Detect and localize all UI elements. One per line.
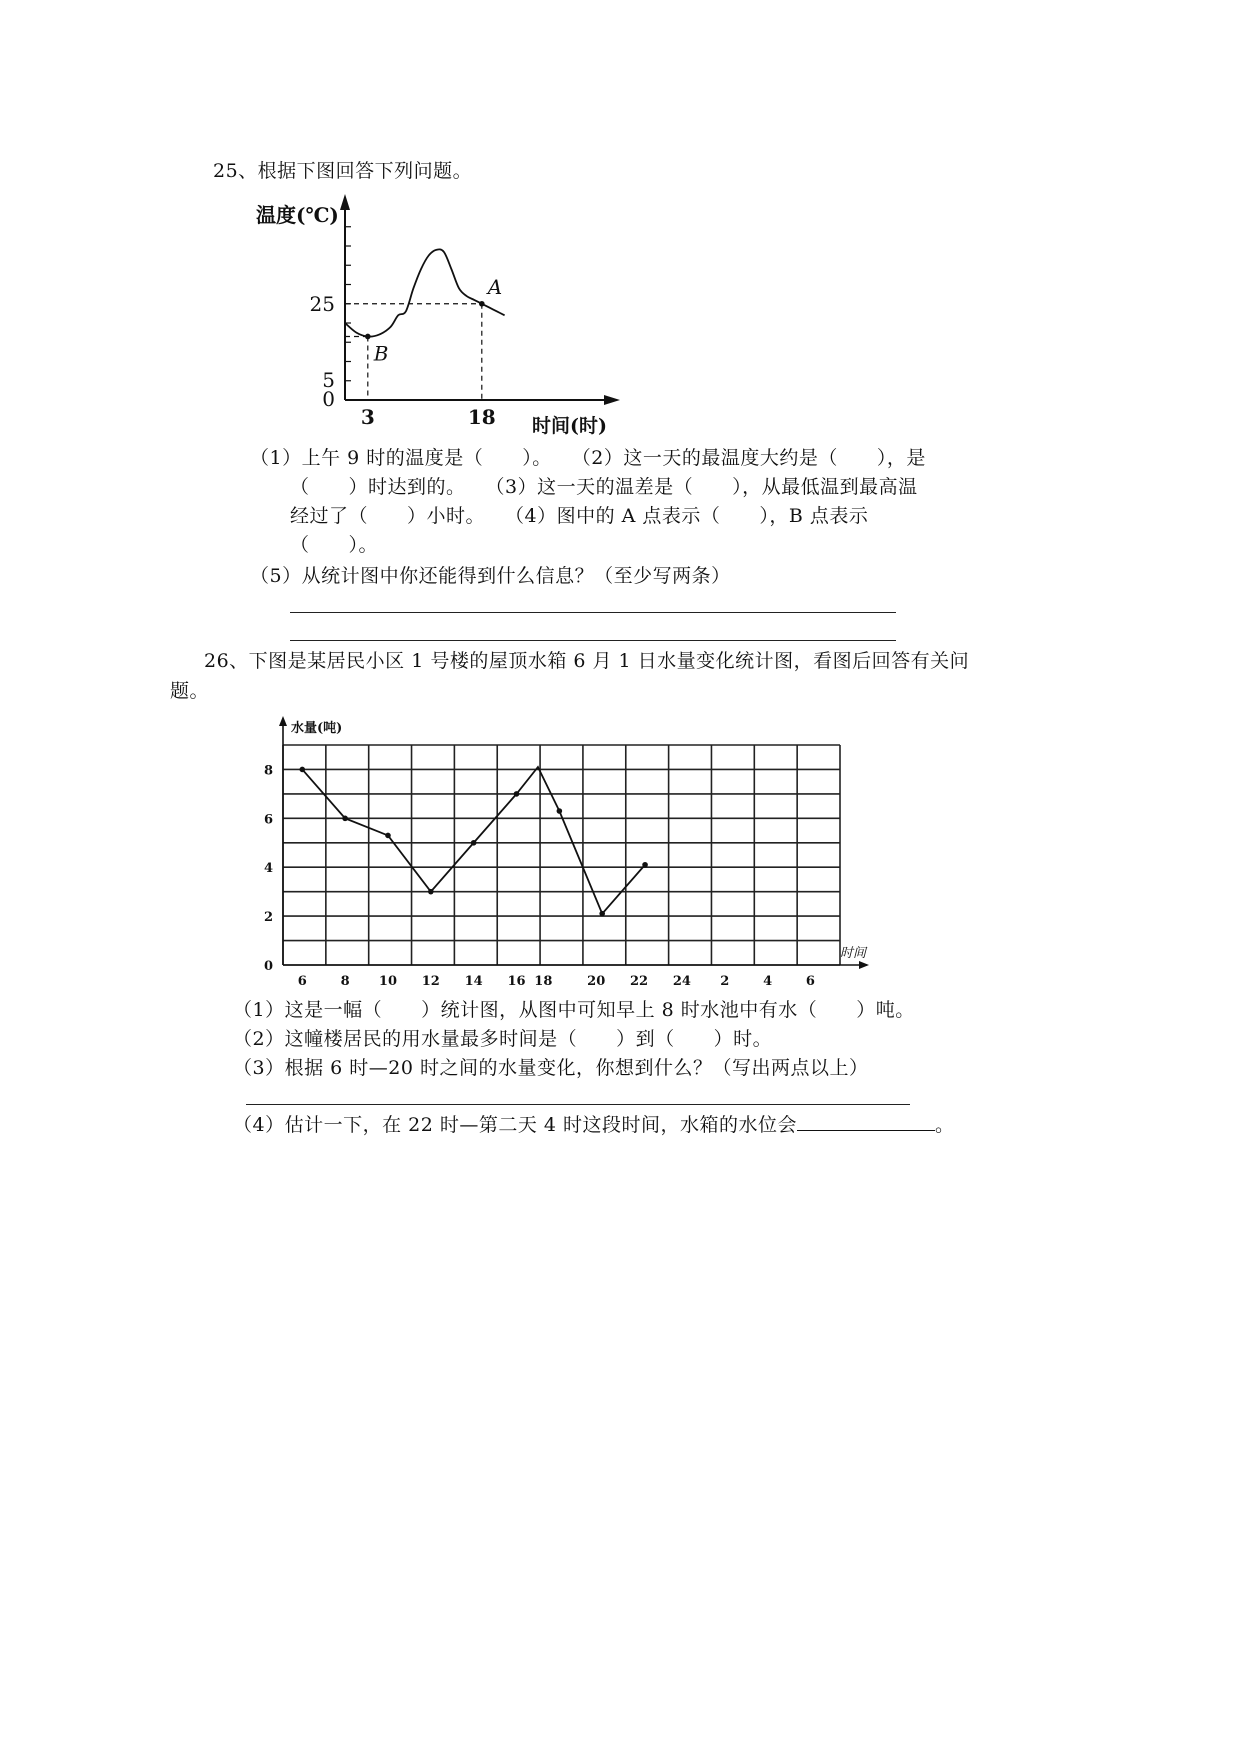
- answer-line-1[interactable]: [290, 612, 896, 613]
- q26-line1: （1）这是一幅（ ）统计图，从图中可知早上 8 时水池中有水（ ）吨。: [233, 999, 915, 1021]
- y-tick-label: 0: [263, 959, 273, 974]
- y-axis-label: 温度(℃): [256, 203, 339, 227]
- q25-line2: （ ）时达到的。 （3）这一天的温差是（ ），从最低温到最高温: [290, 476, 918, 498]
- point-a-label: A: [487, 274, 503, 299]
- answer-line-2[interactable]: [290, 640, 896, 641]
- x-axis-arrow: [604, 395, 620, 405]
- data-point: [599, 911, 605, 917]
- x-tick-label: 3: [360, 405, 375, 429]
- y-axis-label: 水量(吨): [291, 721, 343, 736]
- y-axis-arrow: [340, 194, 350, 210]
- water-chart: [255, 712, 875, 987]
- q26-line4: （4）估计一下，在 22 时—第二天 4 时这段时间，水箱的水位会: [233, 1114, 798, 1136]
- x-tick-label: 8: [340, 974, 350, 987]
- answer-line-3[interactable]: [246, 1104, 910, 1105]
- x-tick-label: 10: [378, 974, 398, 987]
- data-point: [471, 840, 477, 846]
- y-tick-label: 8: [263, 763, 273, 779]
- y-tick-label: 4: [263, 861, 273, 877]
- temperature-curve: [345, 249, 505, 336]
- data-point: [514, 791, 520, 797]
- y-axis-arrow: [279, 716, 287, 726]
- x-tick-label: 16: [507, 974, 526, 987]
- data-point: [642, 862, 648, 868]
- x-tick-label: 4: [763, 974, 773, 987]
- temperature-chart: [250, 190, 670, 440]
- q25-line3: 经过了（ ）小时。 （4）图中的 A 点表示（ ），B 点表示: [290, 505, 869, 527]
- x-tick-label: 14: [464, 974, 483, 987]
- x-tick-label: 20: [587, 974, 606, 987]
- q26-line2: （2）这幢楼居民的用水量最多时间是（ ）到（ ）时。: [233, 1028, 773, 1050]
- x-tick-label: 2: [720, 974, 730, 987]
- q25-line4: （ ）。: [290, 534, 379, 556]
- q25-line1: （1）上午 9 时的温度是（ ）。 （2）这一天的最温度大约是（ ），是: [250, 447, 926, 469]
- data-point: [428, 889, 434, 895]
- y-tick-label: 2: [263, 910, 273, 926]
- x-tick-label: 22: [630, 974, 649, 987]
- y-tick-label: 5: [322, 367, 335, 392]
- x-tick-label: 18: [534, 974, 553, 987]
- q25-line5: （5）从统计图中你还能得到什么信息？（至少写两条）: [250, 565, 731, 587]
- q26-title-line2: 题。: [170, 680, 210, 702]
- answer-blank[interactable]: [797, 1112, 935, 1131]
- q26-line4-end: 。: [935, 1114, 955, 1136]
- y-tick-label: 25: [309, 291, 335, 316]
- point-b-label: B: [373, 341, 389, 366]
- x-tick-label: 24: [672, 974, 691, 987]
- x-axis-label: 时间: [839, 946, 867, 961]
- data-point: [557, 808, 563, 814]
- x-tick-label: 6: [297, 974, 307, 987]
- x-tick-label: 12: [421, 974, 440, 987]
- q26-line3: （3）根据 6 时—20 时之间的水量变化，你想到什么？（写出两点以上）: [233, 1057, 869, 1079]
- q26-title-line1: 26、下图是某居民小区 1 号楼的屋顶水箱 6 月 1 日水量变化统计图，看图后回答有关问: [204, 650, 970, 672]
- q26-line4-wrap: [233, 1110, 955, 1140]
- x-axis-arrow: [859, 961, 869, 969]
- y-tick-label: 6: [263, 812, 273, 828]
- x-tick-label: 6: [805, 974, 815, 987]
- y-tick-label: 0: [322, 387, 335, 411]
- data-point: [299, 767, 305, 773]
- data-point: [342, 816, 348, 822]
- q25-title: 25、根据下图回答下列问题。: [213, 160, 473, 182]
- x-axis-label: 时间(时): [532, 415, 607, 437]
- data-point: [385, 833, 391, 839]
- x-tick-label: 18: [467, 405, 496, 429]
